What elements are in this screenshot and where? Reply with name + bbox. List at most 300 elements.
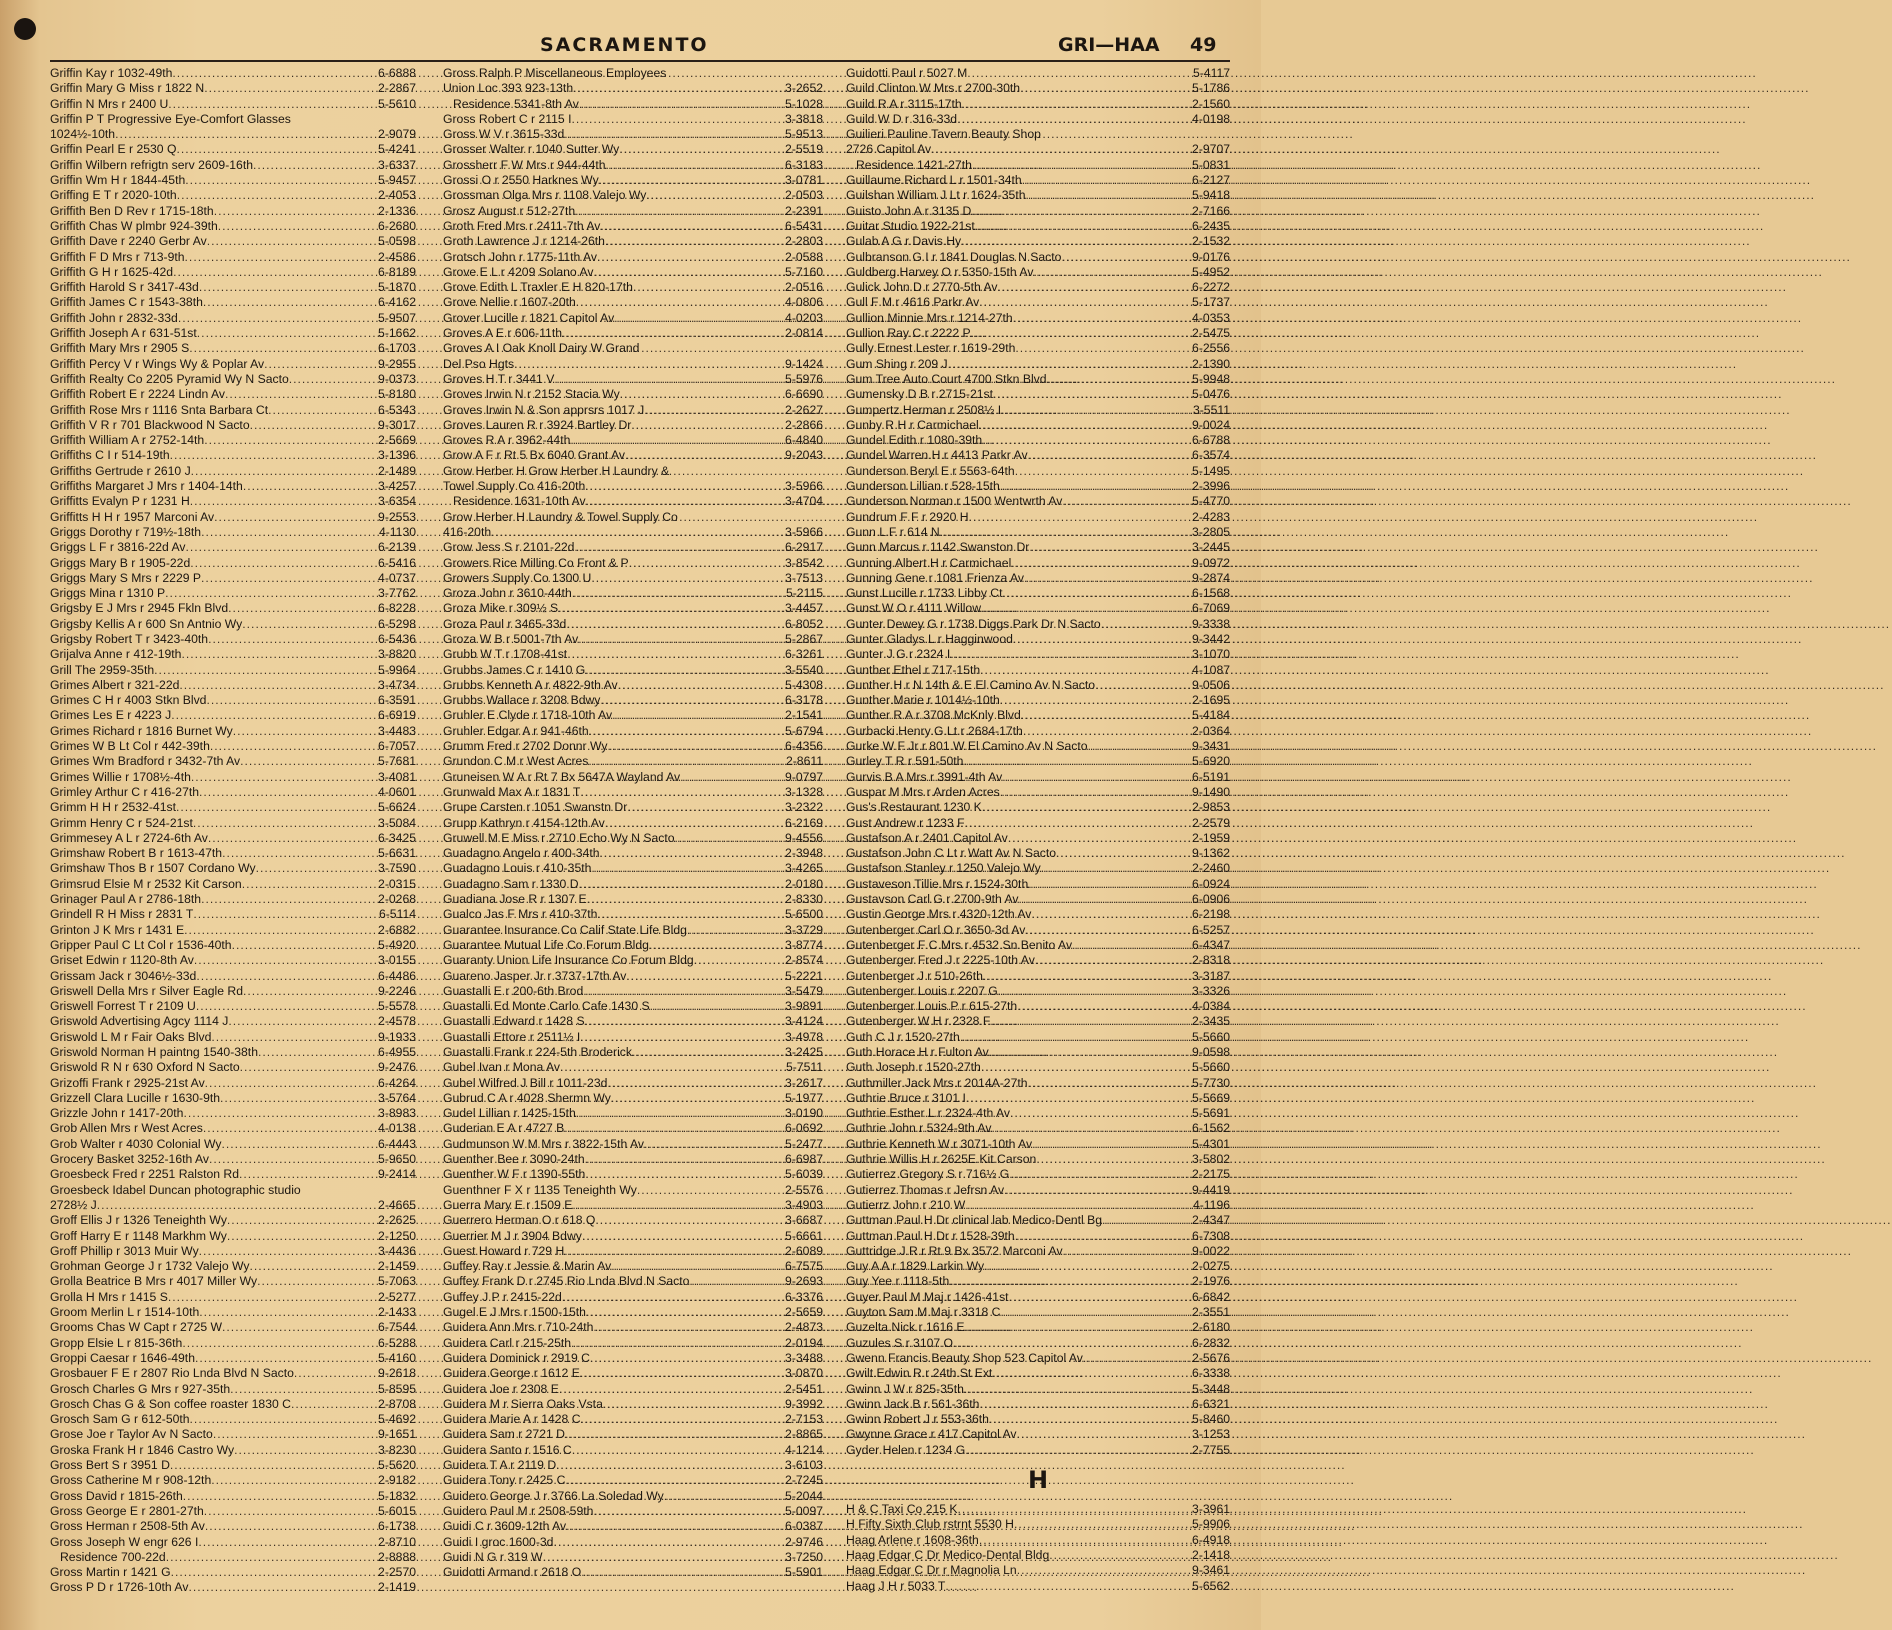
leader-dots [185,250,378,265]
listing-row [846,1045,1230,1060]
listing-name: Gruwell M E Miss r 2710 Echo Wy N Sacto [443,830,675,845]
leader-dots [580,785,784,800]
listing-name: Griffitts H H r 1957 Marconi Av [50,509,215,524]
phone-number: 3-8230 [378,1442,416,1457]
listing-row [846,1183,1230,1198]
listing-row [846,1076,1230,1091]
listing-row [846,693,1230,708]
leader-dots [581,1412,785,1427]
phone-number: 5-1737 [1192,295,1230,310]
phone-number: 6-7308 [1192,1228,1230,1243]
listing-name: Guarantee Mutual Life Co Forum Bldg [443,937,649,952]
leader-dots [1036,1152,1191,1167]
phone-number: 3-0155 [378,953,416,968]
phone-number: 2-2460 [1192,861,1230,876]
leader-dots [1015,1229,1191,1244]
leader-dots [629,556,784,571]
listing-row [50,1305,416,1320]
listing-name: Grubb W T r 1708-41st [443,647,568,662]
phone-number: 9-2874 [1192,570,1230,585]
listing-row [50,1290,416,1305]
listing-name: Guth Horace H r Fulton Av [846,1045,989,1059]
listing-name: Grigsby Kellis A r 600 Sn Antnio Wy [50,616,243,631]
leader-dots [203,295,377,310]
listing-name: Guffey Frank D r 2745 Rio Lnda Blvd N Sacto [443,1274,690,1289]
phone-number: 5-3448 [1192,1381,1230,1396]
listing-name: Guidera M r Sierra Oaks Vsta [443,1396,603,1411]
listing-name: Guidera Santo r 1516 C [443,1442,572,1457]
listing-name: Gull F M r 4616 Parkr Av [846,295,980,310]
listing-row [846,556,1230,571]
leader-dots [1035,953,1191,968]
listing-name: Griswold L M r Fair Oaks Blvd [50,1029,212,1044]
leader-dots [1033,265,1191,280]
listing-row [443,785,823,800]
listing-row [443,1336,823,1351]
phone-number: 5-4692 [378,1412,416,1427]
listing-row [443,739,823,754]
leader-dots [650,999,784,1014]
listing-name: Griffin Wm H r 1844-45th [50,173,186,188]
listing-name: Griswold Norman H paintng 1540-38th [50,1045,258,1059]
phone-number: 3-5966 [785,524,823,539]
listing-row [50,234,416,249]
leader-dots [572,1198,784,1213]
phone-number: 6-3591 [378,693,416,708]
listing-row [50,1167,416,1182]
leader-dots [599,173,784,188]
leader-dots [291,1397,377,1412]
phone-number: 4-0198 [1192,111,1230,126]
listing-name: Grosser Walter r 1040 Sutter Wy [443,142,620,157]
listing-name: Gwinn Robert J r 553-36th [846,1412,989,1427]
phone-number: 2-2570 [378,1565,416,1580]
listing-name: Gundrum F F r 2920 H [846,509,969,524]
phone-number: 6-5431 [785,218,823,233]
listing-name: Groesbeck Fred r 2251 Ralston Rd [50,1167,239,1182]
listing-row [846,1366,1230,1381]
listing-row [846,1412,1230,1427]
listing-row [846,372,1230,387]
phone-number: 2-2579 [1192,815,1230,830]
listing-row [443,632,823,647]
phone-number: 5-1977 [785,1090,823,1105]
leader-dots [1010,1106,1191,1121]
listing-row [846,265,1230,280]
phone-number: 9-1651 [378,1427,416,1442]
listing-name: Guthrie John r 5324-9th Av [846,1121,992,1136]
phone-number: 2-0364 [1192,723,1230,738]
listing-row [443,1030,823,1045]
phone-number: 3-2445 [1192,540,1230,555]
leader-dots [1011,556,1191,571]
phone-number: 6-3574 [1192,448,1230,463]
listing-name: Haag Arlene r 1608-36th [846,1532,979,1547]
leader-dots [191,464,377,479]
listing-row [443,372,823,387]
leader-dots [205,1519,377,1534]
listing-name: Griffith William A r 2752-14th [50,433,205,448]
listing-name: Haag Edgar C Dr Medico-Dental Bldg [846,1547,1050,1562]
leader-dots [183,1106,377,1121]
phone-number: 2-1489 [378,463,416,478]
listing-row [846,1167,1230,1182]
phone-number: 5-2044 [785,1488,823,1503]
listing-name: Gross Herman r 2508-5th Av [50,1519,205,1534]
listing-name: Griffith Robert E r 2224 Lindn Av [50,387,226,402]
leader-dots [572,586,785,601]
leader-dots [1047,372,1192,387]
listing-row [846,617,1230,632]
listing-row [50,204,416,219]
listing-row [846,510,1230,525]
phone-number: 6-2435 [1192,218,1230,233]
listing-row [443,678,823,693]
leader-dots [1032,1137,1191,1152]
leader-dots [607,739,784,754]
listing-row [443,97,823,112]
phone-number: 5-8595 [378,1381,416,1396]
listing-row [50,647,416,662]
leader-dots [588,754,785,769]
phone-number: 9-3461 [1192,1563,1230,1578]
listing-row [846,540,1230,555]
phone-number: 6-4918 [1192,1532,1230,1547]
listing-name: Griggs Mina r 1310 P [50,586,166,601]
listing-name: Griffiths Margaret J Mrs r 1404-14th [50,479,243,494]
leader-dots [1017,1563,1191,1578]
phone-number: 3-2652 [785,81,823,96]
phone-number: 2-0814 [785,326,823,341]
listing-name: Grimes Les E r 4223 J [50,708,172,723]
listing-name: Groff Ellis J r 1326 Teneighth Wy [50,1213,227,1228]
leader-dots [170,448,377,463]
section-letter: H [1027,1466,1049,1495]
phone-number: 9-1424 [785,356,823,371]
phone-number: 9-3017 [378,417,416,432]
leader-dots [222,1320,377,1335]
leader-dots [981,601,1191,616]
listing-name: Gutenberger Fred J r 2225-10th Av [846,953,1035,968]
phone-number: 6-6842 [1192,1289,1230,1304]
phone-number: 9-2476 [378,1060,416,1075]
listing-row [443,1244,823,1259]
listing-name: Gurley T R r 591-50th [846,754,964,769]
listing-name: Grimes C H r 4003 Stkn Blvd [50,693,207,708]
listing-name: Grove E L r 4209 Solano Av [443,264,594,279]
listing-row [50,984,416,999]
listing-name: Grundon C M r West Acres [443,754,589,769]
listing-name: Guidero George J r 3766 La Soledad Wy [443,1488,664,1503]
listing-row [846,678,1230,693]
phone-number: 6-2917 [785,540,823,555]
listing-row [50,127,416,142]
phone-number: 2-2175 [1192,1167,1230,1182]
listing-name: Guidera Dominick r 2919 C [443,1350,590,1365]
leader-dots [948,357,1191,372]
phone-number: 5-6624 [378,800,416,815]
phone-number: 6-2139 [378,540,416,555]
leader-dots [173,265,377,280]
leader-dots [228,601,377,616]
listing-row [50,571,416,586]
listing-row [443,234,823,249]
listing-name: Guidera Carl r 215-25th [443,1335,572,1350]
listing-name: Grimm Henry C r 524-21st [50,815,193,830]
leader-dots [582,1229,784,1244]
listing-row [443,800,823,815]
leader-dots [1020,81,1191,96]
page-number: 49 [1190,34,1217,56]
listing-row [846,1533,1230,1548]
phone-number: 4-0737 [378,570,416,585]
leader-dots [979,295,1191,310]
listing-row [443,831,823,846]
phone-number: 2-9853 [1192,800,1230,815]
phone-number: 9-3338 [1192,616,1230,631]
listing-row [50,1366,416,1381]
listing-name: Guffey Ray r Jessie & Marin Av [443,1259,612,1274]
phone-number: 2-0194 [785,1335,823,1350]
listing-name: Gudel Lillian r 1425-15th [443,1106,576,1121]
listing-name: Gulab A G r Davis Hy [846,234,962,249]
phone-number: 5-7511 [785,1060,823,1075]
listing-row [443,892,823,907]
leader-dots [989,1412,1191,1427]
phone-number: 3-2805 [1192,524,1230,539]
phone-number: 2-4347 [1192,1213,1230,1228]
leader-dots [982,433,1191,448]
leader-dots [606,158,785,173]
leader-dots [250,1259,378,1274]
listing-name: Grizoffi Frank r 2925-21st Av [50,1075,205,1090]
listing-row [50,66,416,81]
listing-row [443,1305,823,1320]
leader-dots [1061,250,1191,265]
listing-row [443,601,823,616]
listing-name: Gunderson Lillian r 528-15th [846,479,1000,494]
listing-name: Griffith V R r 701 Blackwood N Sacto [50,417,250,432]
leader-dots [600,693,784,708]
listing-row [443,1366,823,1381]
listing-name: Guest Howard r 729 H [443,1243,565,1258]
listing-row [846,892,1230,907]
leader-dots [201,892,377,907]
phone-number: 9-2553 [378,509,416,524]
phone-number: 2-5451 [785,1381,823,1396]
listing-row [50,800,416,815]
listing-row [846,984,1230,999]
phone-number: 3-4978 [785,1029,823,1044]
listing-name: Gross Joseph W engr 626 I [50,1534,199,1549]
listing-row [50,770,416,785]
listing-row [846,1030,1230,1045]
leader-dots [564,1244,784,1259]
phone-number: 2-9182 [378,1473,416,1488]
phone-number: 5-0831 [1192,157,1230,172]
leader-dots [1001,403,1192,418]
phone-number: 2-0588 [785,249,823,264]
leader-dots [195,1351,377,1366]
listing-row [50,708,416,723]
listing-row [50,418,416,433]
listing-name: Griffith Percy V r Wings Wy & Poplar Av [50,356,265,371]
listing-row [50,464,416,479]
listing-row [443,1137,823,1152]
listing-name: Griswold Advertising Agcy 1114 J [50,1014,229,1029]
listing-name: Groesbeck Idabel Duncan photographic studio [50,1182,301,1197]
phone-number: 9-2043 [785,448,823,463]
listing-row [50,678,416,693]
listing-name: Gunther Marie r 1014½-10th [846,693,1000,708]
leader-dots [567,647,784,662]
leader-dots [1015,341,1191,356]
listing-row [50,1458,416,1473]
listing-row [846,280,1230,295]
listing-row [50,540,416,555]
listing-row [443,907,823,922]
listing-row [846,861,1230,876]
phone-number: 6-2169 [785,815,823,830]
phone-number: 6-2556 [1192,341,1230,356]
leader-dots [607,1076,784,1091]
phone-number: 3-4257 [378,479,416,494]
phone-number: 3-8983 [378,1106,416,1121]
listing-name: Gruneisen W A r Rt 7 Bx 5647A Wayland Av [443,769,681,784]
listing-name: Grimes Wm Bradford r 3432-7th Av [50,754,241,769]
listing-name: Growers Supply Co 1300 U [443,570,592,585]
phone-number: 3-2617 [785,1075,823,1090]
phone-number: 4-1214 [785,1442,823,1457]
leader-dots [1028,448,1192,463]
phone-number: 5-1786 [1192,81,1230,96]
leader-dots [649,938,784,953]
leader-dots [242,617,377,632]
listing-name: Guthrie Willis H r 2625E Kit Carson [846,1152,1037,1167]
listing-name: Guadagno Sam r 1330 D [443,876,579,891]
listing-name: Grill The 2959-35th [50,662,155,677]
phone-number: 3-6687 [785,1213,823,1228]
leader-dots [586,494,784,509]
listing-name: Gum Shing r 209 J [846,356,948,371]
leader-dots [242,877,377,892]
phone-number: 3-4081 [378,769,416,784]
leader-dots [664,1489,784,1504]
listing-name: Griset Edwin r 1120-8th Av [50,953,194,968]
listing-row [443,1106,823,1121]
leader-dots [989,1045,1191,1060]
leader-dots [221,1137,377,1152]
listing-row [846,800,1230,815]
phone-number: 3-7513 [785,570,823,585]
leader-dots [196,969,377,984]
listing-name: Groves Lauren R r 3924 Bartley Dr [443,417,632,432]
leader-dots [585,1014,784,1029]
phone-number: 6-5114 [378,907,416,922]
phone-number: 9-0022 [1192,1243,1230,1258]
listing-name: Gustafson John C Lt r Watt Av N Sacto [846,846,1056,861]
phone-number: 2-7153 [785,1412,823,1427]
phone-number: 2-7755 [1192,1442,1230,1457]
listing-row [846,433,1230,448]
phone-number: 2-4053 [378,188,416,203]
listing-name: Griffith Rose Mrs r 1116 Snta Barbara Ct [50,402,269,417]
leader-dots [168,1290,377,1305]
listing-row [443,403,823,418]
listing-name: Groppi Caesar r 1646-49th [50,1350,195,1365]
listing-name: Griffitts Evalyn P r 1231 H [50,494,190,509]
phone-number: 9-2246 [378,983,416,998]
leader-dots [1009,1290,1191,1305]
phone-number: 5-6631 [378,846,416,861]
phone-number: 2-5576 [785,1182,823,1197]
listing-row [846,448,1230,463]
leader-dots [571,1336,784,1351]
listing-row [443,571,823,586]
phone-number: 4-0601 [378,784,416,799]
listing-row [50,632,416,647]
name-range: GRI—HAA [1058,34,1160,56]
phone-number: 3-5084 [378,815,416,830]
phone-number: 4-0203 [785,310,823,325]
leader-dots [234,1443,377,1458]
phone-number: 5-0598 [378,234,416,249]
phone-number: 6-0387 [785,1519,823,1534]
listing-name: Griffith Chas W plmbr 924-39th [50,218,218,233]
leader-dots [154,663,377,678]
listing-row [50,280,416,295]
phone-number: 5-4308 [785,677,823,692]
leader-dots [991,1121,1191,1136]
listing-row [443,1473,823,1488]
phone-number: 6-5191 [1192,769,1230,784]
listing-row [50,693,416,708]
listing-row [443,540,823,555]
listing-name: Groth Lawrence J r 1214-26th [443,234,605,249]
phone-number: 4-1130 [378,524,416,539]
leader-dots [97,1198,377,1213]
leader-dots [1088,739,1191,754]
listing-row [443,1443,823,1458]
listing-row [50,754,416,769]
listing-row [50,1274,416,1289]
phone-number: 4-0806 [785,295,823,310]
phone-number: 9-4419 [1192,1182,1230,1197]
leader-dots [984,1259,1191,1274]
listing-name: Gustafson Stanley r 1250 Valejo Wy [846,861,1041,876]
listing-row [50,311,416,326]
phone-number: 6-0692 [785,1121,823,1136]
listing-row [846,1305,1230,1320]
listing-row [846,97,1230,112]
leader-dots [963,754,1191,769]
phone-number: 6-4356 [785,739,823,754]
phone-number: 5-7160 [785,264,823,279]
listing-row [443,816,823,831]
leader-dots [620,387,784,402]
phone-number: 6-7575 [785,1259,823,1274]
phone-number: 6-8052 [785,616,823,631]
listing-name: Gunning Gene r 1081 Frienza Av [846,570,1024,585]
listing-name: Griffith Ben D Rev r 1715-18th [50,203,214,218]
phone-number: 5-9964 [378,662,416,677]
listing-name: Guerrero Herman O r 618 Q [443,1213,596,1228]
listing-row [50,1580,416,1595]
listing-row [50,387,416,402]
listing-row [846,173,1230,188]
phone-number: 9-0972 [1192,555,1230,570]
listing-row [846,770,1230,785]
